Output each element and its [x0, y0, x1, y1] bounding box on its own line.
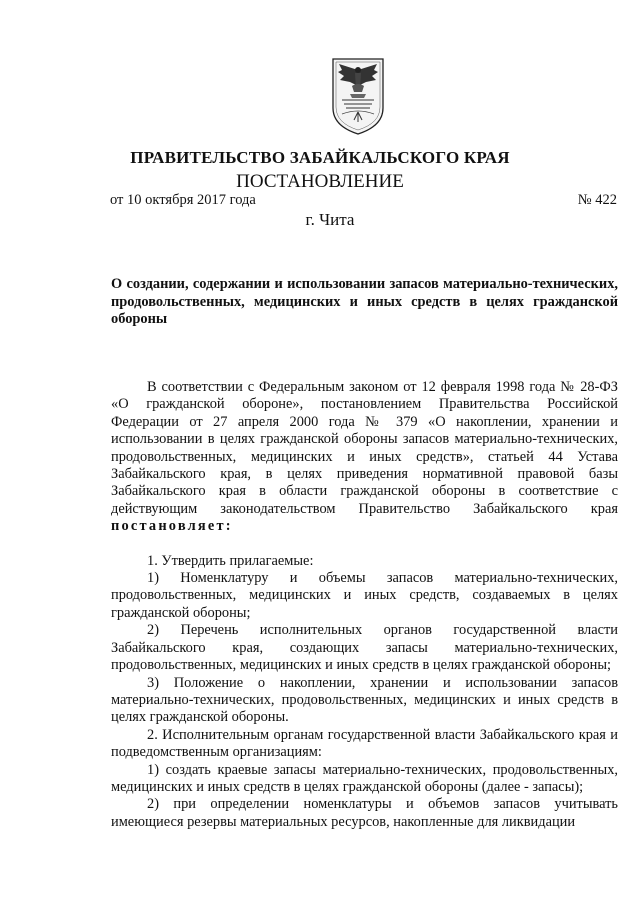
document-type: ПОСТАНОВЛЕНИЕ: [236, 171, 404, 192]
preamble-text: В соответствии с Федеральным законом от 12 февраля 1998 года № 28-ФЗ «О гражданской обороне», постановлением Правительства Российской Федерации от 27 апреля 2000 года № 379 «О накоплении, хранении и использовании в целях гражданской обороны запасов материально-технических, продовольственных, медицинских и иных средств», статьей 44 Устава Забайкальского края, в целях приведения нормативной правовой базы Забайкальского края в области гражданской обороны в соответствие с действующим законодательством Правительство Забайкальского края: [111, 379, 618, 517]
paragraph-1-3: 3) Положение о накоплении, хранении и использовании запасов материально-технических, продовольственных, медицинских и иных средств в целях гражданской обороны.: [111, 674, 618, 726]
paragraph-1-1: 1) Номенклатуру и объемы запасов материально-технических, продовольственных, медицинских и иных средств, создаваемых в целях гражданской обороны;: [111, 570, 618, 621]
government-name: ПРАВИТЕЛЬСТВО ЗАБАЙКАЛЬСКОГО КРАЯ: [130, 148, 510, 167]
preamble: [111, 379, 618, 536]
coat-of-arms-icon: [330, 56, 386, 136]
paragraph-2-1: 1) создать краевые запасы материально-технических, продовольственных, медицинских и иных средств в целях гражданской обороны (далее - запасы);: [111, 761, 618, 795]
document-number: № 422: [577, 192, 617, 208]
paragraph-2: 2. Исполнительным органам государственной власти Забайкальского края и подведомственным организациям:: [111, 726, 618, 761]
document-title: О создании, содержании и использовании запасов материально-технических, продовольственных, медицинских и иных средств в целях гражданской обороны: [111, 276, 618, 327]
document-date: от 10 октября 2017 года: [110, 192, 256, 208]
document-body: [111, 379, 618, 831]
paragraph-1-2: 2) Перечень исполнительных органов государственной власти Забайкальского края, создающих запасы материально-технических, продовольственных, медицинских и иных средств в целях гражданской обороны;: [111, 622, 618, 674]
paragraph-1: 1. Утвердить прилагаемые:: [147, 552, 314, 569]
document-city: г. Чита: [305, 210, 355, 229]
paragraph-2-2: 2) при определении номенклатуры и объемов запасов учитывать имеющиеся резервы материальных ресурсов, накопленные для ликвидации: [111, 796, 618, 830]
resolves-word: постановляет:: [111, 518, 233, 535]
